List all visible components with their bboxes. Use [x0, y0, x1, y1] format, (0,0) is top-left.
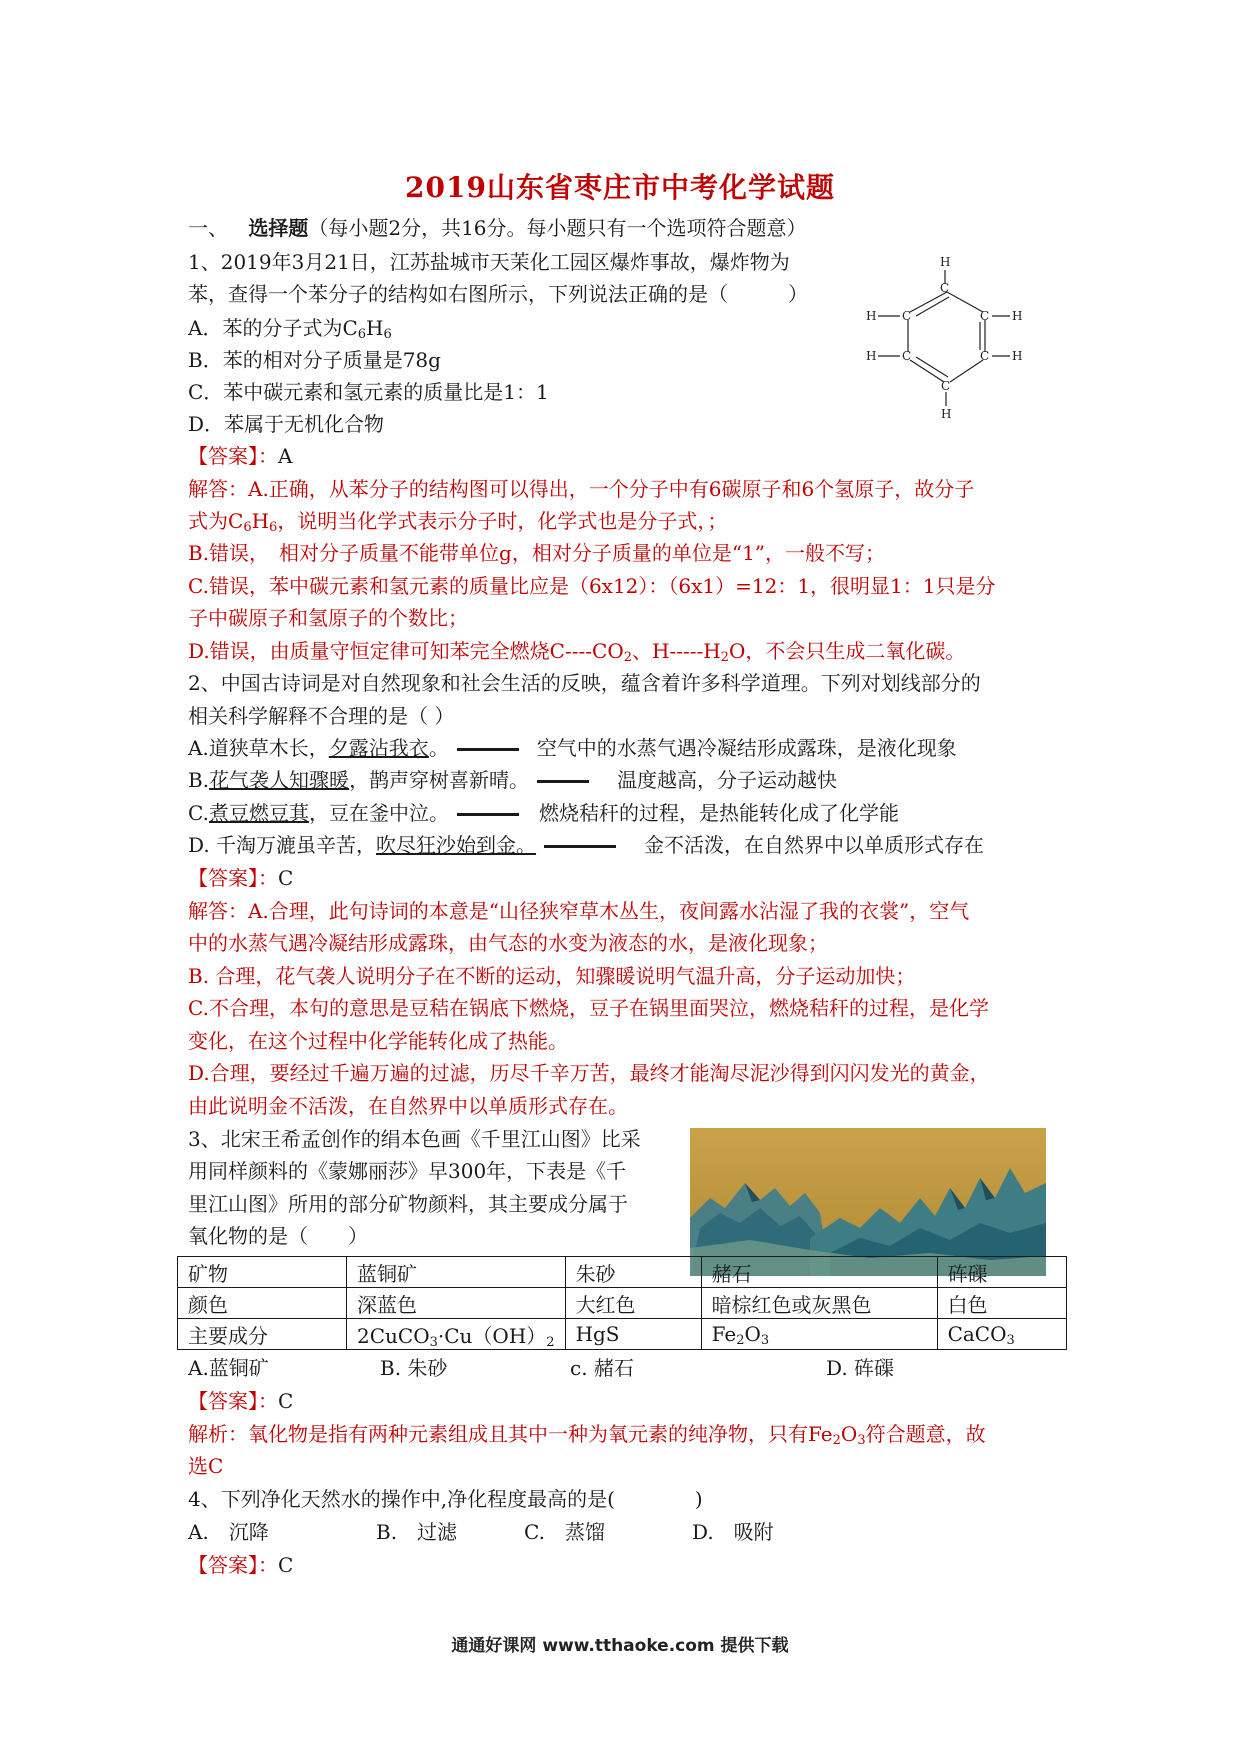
q4-options	[188, 1516, 774, 1548]
benzene-structure-diagram	[860, 240, 1030, 440]
q3-option-c: c. 赭石	[570, 1356, 634, 1380]
q3-options	[188, 1352, 895, 1384]
q2-explanation-line5: 变化，在这个过程中化学能转化成了热能。	[188, 1029, 568, 1053]
atom-h-right-lower: H	[1012, 349, 1023, 363]
page-footer: 通通好课网 www.tthaoke.com 提供下载	[451, 1636, 789, 1656]
table-cell: 主要成分	[178, 1319, 347, 1350]
q2-stem-line2: 相关科学解释不合理的是（ ）	[188, 704, 455, 728]
atom-c-bottom: C	[941, 379, 951, 393]
section-note: （每小题2分，共16分。每小题只有一个选项符合题意）	[308, 216, 807, 240]
q2-option-a: A.道狭草木长，夕露沾我衣。 空气中的水蒸气遇冷凝结形成露珠，是液化现象	[188, 736, 957, 760]
table-cell: 深蓝色	[347, 1288, 566, 1319]
table-cell: 砗磲	[937, 1257, 1066, 1288]
q2-option-d: D. 千淘万漉虽辛苦，吹尽狂沙始到金。 金不活泼，在自然界中以单质形式存在	[188, 833, 985, 857]
q2-option-c: C.煮豆燃豆萁，豆在釜中泣。 燃烧秸秆的过程，是热能转化成了化学能	[188, 801, 899, 825]
q1-option-a: A．苯的分子式为$C_6H_6$	[188, 316, 392, 342]
q1-option-b: B．苯的相对分子质量是78g	[188, 348, 441, 372]
q2-explanation-line1: 解答：A.合理，此句诗词的本意是“山径狭窄草木丛生，夜间露水沾湿了我的衣裳”，空气	[188, 899, 970, 923]
q4-option-b: B. 过滤	[376, 1520, 458, 1544]
q3-stem-line2: 用同样颜料的《蒙娜丽莎》早300年，下表是《千	[188, 1159, 627, 1183]
minerals-table	[177, 1256, 1067, 1350]
table-cell: $2CuCO_3\cdot Cu(OH)_2$	[347, 1319, 566, 1350]
q4-option-d: D. 吸附	[692, 1520, 774, 1544]
q2-explanation-line6: D.合理，要经过千遍万遍的过滤，历尽千辛万苦，最终才能淘尽泥沙得到闪闪发光的黄金，	[188, 1061, 990, 1085]
q1-explanation-line6: D.错误，由质量守恒定律可知苯完全燃烧$C----CO_2$、$H-----H_2O$，不会只生成二氧化碳。	[188, 639, 966, 665]
atom-c-right-upper: C	[980, 309, 990, 323]
table-row	[178, 1257, 1067, 1288]
table-cell: 蓝铜矿	[347, 1257, 566, 1288]
q1-explanation-line5: 子中碳原子和氢原子的个数比；	[188, 606, 468, 630]
q3-stem-line4: 氧化物的是（ ）	[188, 1224, 368, 1248]
table-cell: 矿物	[178, 1257, 347, 1288]
atom-c-top: C	[940, 281, 950, 295]
q2-explanation-line2: 中的水蒸气遇冷凝结形成露珠，由气态的水变为液态的水，是液化现象；	[188, 931, 828, 955]
q1-stem-line2: 苯，查得一个苯分子的结构如右图所示，下列说法正确的是（ ）	[188, 282, 808, 306]
atom-h-top: H	[940, 255, 951, 269]
atom-c-left-upper: C	[902, 309, 912, 323]
q3-explanation-line2: 选C	[188, 1454, 224, 1478]
atom-h-left-lower: H	[866, 349, 877, 363]
q3-option-b: B. 朱砂	[380, 1356, 448, 1380]
table-cell: 赭石	[701, 1257, 937, 1288]
q3-stem-line3: 里江山图》所用的部分矿物颜料，其主要成分属于	[188, 1192, 628, 1216]
q1-option-d: D．苯属于无机化合物	[188, 412, 385, 436]
table-cell: 朱砂	[565, 1257, 701, 1288]
atom-c-right-lower: C	[980, 349, 990, 363]
q2-explanation-line7: 由此说明金不活泼，在自然界中以单质形式存在。	[188, 1094, 628, 1118]
atom-h-right-upper: H	[1012, 309, 1023, 323]
landscape-painting-image	[690, 1128, 1046, 1276]
q1-explanation-line4: C.错误，苯中碳元素和氢元素的质量比应是（6x12）：（6x1）=12：1，很明显1：1只是分	[188, 574, 996, 598]
table-cell: HgS	[565, 1319, 701, 1350]
q3-stem-line1: 3、北宋王希孟创作的绢本色画《千里江山图》比采	[188, 1127, 641, 1151]
q4-answer: 【答案】：C	[188, 1553, 294, 1577]
atom-c-left-lower: C	[902, 349, 912, 363]
table-cell: $Fe_2O_3$	[701, 1319, 937, 1350]
table-cell: 大红色	[565, 1288, 701, 1319]
q2-explanation-line4: C.不合理，本句的意思是豆秸在锅底下燃烧，豆子在锅里面哭泣，燃烧秸秆的过程，是化学	[188, 996, 989, 1020]
q2-answer: 【答案】：C	[188, 866, 294, 890]
q3-option-d: D. 砗磲	[826, 1356, 895, 1380]
table-row	[178, 1288, 1067, 1319]
q1-explanation-line1: 解答：A.正确，从苯分子的结构图可以得出，一个分子中有6碳原子和6个氢原子，故分子	[188, 477, 975, 501]
q1-explanation-line3: B.错误， 相对分子质量不能带单位g，相对分子质量的单位是“1”，一般不写；	[188, 541, 886, 565]
table-cell: 暗棕红色或灰黑色	[701, 1288, 937, 1319]
section-header	[188, 212, 807, 244]
q2-option-b: B.花气袭人知骤暖，鹊声穿树喜新晴。 温度越高，分子运动越快	[188, 768, 838, 792]
atom-h-left-upper: H	[866, 309, 877, 323]
q1-answer: 【答案】：A	[188, 444, 293, 468]
table-cell: CaCO$_3$	[937, 1319, 1066, 1350]
q4-stem: 4、下列净化天然水的操作中,净化程度最高的是( )	[188, 1487, 703, 1511]
q2-explanation-line3: B. 合理，花气袭人说明分子在不断的运动，知骤暖说明气温升高，分子运动加快；	[188, 964, 916, 988]
section-name: 选择题	[248, 216, 309, 240]
q3-explanation-line1: 解析：氧化物是指有两种元素组成且其中一种为氧元素的纯净物，只有$Fe_2O_3$符合题意，故	[188, 1422, 986, 1448]
q4-option-c: C. 蒸馏	[524, 1520, 605, 1544]
table-cell: 颜色	[178, 1288, 347, 1319]
q1-option-c: C．苯中碳元素和氢元素的质量比是1：1	[188, 380, 549, 404]
q3-answer: 【答案】：C	[188, 1389, 294, 1413]
table-row	[178, 1319, 1067, 1350]
q2-stem-line1: 2、中国古诗词是对自然现象和社会生活的反映，蕴含着许多科学道理。下列对划线部分的	[188, 671, 981, 695]
q3-option-a: A.蓝铜矿	[188, 1356, 269, 1380]
q1-explanation-line2: 式为$C_6H_6$，说明当化学式表示分子时，化学式也是分子式，；	[188, 509, 728, 535]
table-cell: 白色	[937, 1288, 1066, 1319]
q1-stem-line1: 1、2019年3月21日，江苏盐城市天茉化工园区爆炸事故，爆炸物为	[188, 250, 790, 274]
q4-option-a: A. 沉降	[188, 1520, 269, 1544]
page-title: 2019山东省枣庄市中考化学试题	[405, 171, 835, 204]
atom-h-bottom: H	[941, 407, 952, 421]
section-number: 一、	[188, 216, 228, 240]
